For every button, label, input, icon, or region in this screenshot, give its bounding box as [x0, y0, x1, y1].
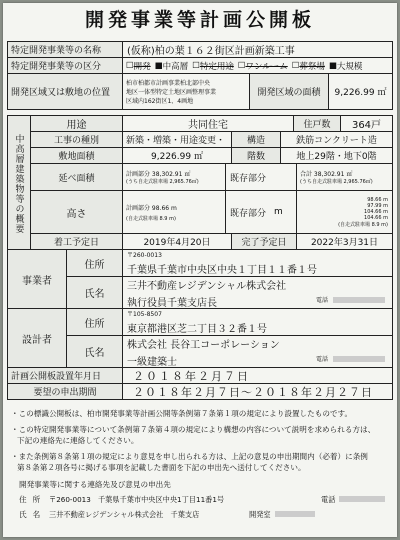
project-name-value: (仮称)柏の葉１６２街区計画新築工事	[127, 46, 295, 57]
designer-address-label-cell	[66, 308, 123, 336]
business-label: 事業者	[22, 275, 52, 287]
designer-name-label-cell	[66, 335, 123, 368]
use-value-cell	[122, 115, 294, 132]
location-line-1: 柏市柏都市計画事業柏北部中央	[126, 80, 211, 87]
business-address-label: 住所	[84, 259, 105, 271]
project-name-label-cell	[7, 41, 123, 58]
category-midrise: 中高層	[162, 61, 189, 72]
floor-area-label-cell	[30, 163, 123, 191]
disclosure-value-cell	[122, 367, 393, 384]
total-floor-note: (うち自走式駐車場 2,965.76㎡)	[300, 179, 373, 185]
end-label-cell	[231, 233, 297, 250]
project-name-label: 特定開発事業等の名称	[11, 46, 102, 56]
disclosure-board	[3, 3, 397, 537]
contact-phone-redacted	[339, 496, 385, 502]
designer-name-1: 株式会社 長谷工コーポレーション	[127, 339, 280, 351]
total-height-4: 104.66 m	[364, 214, 388, 221]
use-label-cell	[30, 115, 123, 132]
structure-value-cell	[280, 131, 393, 148]
site-label: 敷地面積	[58, 152, 95, 162]
total-height-cell	[296, 190, 393, 234]
period-label: 要望の申出期間	[33, 388, 97, 398]
period-value: ２０１８年２月７日〜２０１８年２月２７日	[133, 385, 373, 399]
category-value-cell	[122, 57, 393, 74]
plan-floor-value: 計画部分 38,302.91 ㎡	[126, 171, 191, 178]
existing-height-unit: m	[274, 207, 283, 217]
contact-address-label: 住所	[19, 495, 47, 504]
overview-side-label-cell	[7, 115, 31, 253]
category-label: 特定開発事業等の区分	[11, 62, 102, 72]
floors-label: 階数	[246, 152, 265, 162]
plan-height-note: (自走式駐車場 8.9 m)	[126, 215, 176, 222]
category-one-room: ワンルーム	[245, 61, 288, 72]
note-4: ・また条例第８条第１項の規定により意見を申し出られる方は、上記の意見の申出期間内（必着）に条例	[11, 452, 368, 461]
start-value-cell	[122, 233, 232, 250]
contact-address-value: 〒260-0013 千葉県千葉市中央区中央1丁目11番1号	[49, 495, 225, 504]
plan-floor-note: (うち自走式駐車場 2,965.76㎡)	[126, 179, 199, 185]
area-label-cell	[249, 73, 329, 110]
designer-address-cell	[122, 308, 393, 336]
note-3: 下記の連絡先に連絡してください。	[17, 436, 139, 445]
height-label-cell	[30, 190, 123, 234]
business-phone-label: 電話	[316, 297, 329, 304]
contact-phone-label: 電話	[321, 495, 336, 504]
note-5: 第８条第２項各号に掲げる事項を記載した書面を下記の申出先へ送付してください。	[17, 463, 306, 472]
location-label: 開発区域又は敷地の位置	[11, 88, 111, 98]
existing-height-cell	[225, 190, 297, 234]
disclosure-label: 計画公開板設置年月日	[11, 372, 102, 382]
note-1: ・この標識公開板は、柏市開発事業等計画公開等条例第７条第１項の規定により設置したものです。	[11, 409, 353, 418]
contact-name-value: 三井不動産レジデンシャル株式会社 千葉支店	[49, 510, 200, 519]
contact-name-label: 氏名	[19, 510, 47, 519]
existing-height-label: 既存部分	[230, 208, 267, 219]
contact-dept-label: 開発室	[249, 510, 271, 519]
location-value-cell	[122, 73, 250, 110]
designer-label: 設計者	[22, 334, 52, 346]
site-label-cell	[30, 147, 123, 164]
disclosure-value: ２０１８年２月７日	[133, 369, 250, 383]
end-label: 完了予定日	[241, 238, 287, 248]
contact-heading: 開発事業等に関する連絡先及び意見の申出先	[19, 480, 171, 489]
designer-phone-label: 電話	[316, 356, 329, 363]
category-box-checked-icon: ■	[154, 60, 163, 71]
board-title: 開発事業等計画公開板	[84, 9, 315, 31]
category-box-icon: ☐	[237, 60, 246, 71]
total-height-note: (自走式駐車場 8.9 m)	[338, 221, 388, 228]
category-box-checked-icon: ■	[328, 60, 337, 71]
designer-postal: 〒105-8507	[127, 311, 162, 318]
start-label: 着工予定日	[53, 238, 99, 248]
designer-label-cell	[7, 308, 67, 368]
category-box-icon: ☐	[126, 60, 134, 71]
start-label-cell	[30, 233, 123, 250]
business-postal: 〒260-0013	[127, 252, 162, 259]
designer-name-label: 氏名	[84, 348, 105, 359]
period-value-cell	[122, 383, 393, 400]
structure-label: 構造	[246, 136, 265, 146]
location-line-2: 地区一体型特定土地区画整理事業	[126, 89, 217, 96]
units-label-cell	[293, 115, 341, 132]
business-label-cell	[7, 249, 67, 309]
worktype-value-cell	[122, 131, 232, 148]
designer-name-2: 一級建築士	[127, 356, 177, 368]
use-label: 用途	[66, 120, 87, 131]
end-value: 2022年3月31日	[310, 238, 379, 248]
total-floor-cell	[296, 163, 393, 191]
category-funeral-hall: 葬祭場	[299, 61, 325, 72]
business-name-2: 執行役員千葉支店長	[127, 297, 217, 309]
worktype-label: 工事の種別	[53, 136, 99, 146]
structure-value: 鉄筋コンクリート造	[296, 136, 377, 146]
note-2: ・この特定開発事業等について条例第７条第４項の規定により構想の内容について説明を求められる方は、	[11, 425, 376, 434]
total-height-2: 97.99 m	[367, 202, 388, 209]
business-address-label-cell	[66, 249, 123, 277]
category-label-cell	[7, 57, 123, 74]
location-line-3: 区域内162街区1、4画地	[126, 98, 194, 105]
designer-address-label: 住所	[84, 318, 105, 330]
use-value: 共同住宅	[188, 120, 228, 131]
contact-person-redacted	[275, 511, 315, 517]
site-value: 9,226.99 ㎡	[151, 152, 203, 162]
total-floor-value: 合計 38,302.91 ㎡	[300, 171, 353, 178]
business-name-label-cell	[66, 276, 123, 309]
height-label: 高さ	[66, 208, 87, 220]
floors-label-cell	[231, 147, 281, 164]
overview-side-label: 中高層建築物等の概要	[13, 134, 24, 234]
structure-label-cell	[231, 131, 281, 148]
end-value-cell	[296, 233, 393, 250]
designer-name-cell	[122, 335, 393, 368]
existing-floor-label: 既存部分	[230, 173, 267, 184]
floors-value-cell	[280, 147, 393, 164]
business-name-1: 三井不動産レジデンシャル株式会社	[127, 280, 287, 292]
existing-floor-cell	[225, 163, 297, 191]
business-name-label: 氏名	[84, 289, 105, 300]
category-box-icon: ☐	[192, 60, 200, 71]
category-special-use: 特定用途	[199, 61, 234, 72]
business-phone-redacted	[333, 297, 385, 303]
designer-address: 東京都港区芝二丁目３２番１号	[127, 324, 267, 335]
category-large-scale: 大規模	[336, 61, 363, 72]
business-address-cell	[122, 249, 393, 277]
category-box-icon: ☐	[291, 60, 300, 71]
area-label: 開発区域の面積	[257, 88, 321, 98]
project-name-value-cell	[122, 41, 393, 58]
floors-value: 地上29階・地下0階	[296, 152, 377, 162]
location-label-cell	[7, 73, 123, 110]
total-height-3: 104.66 m	[364, 208, 388, 215]
designer-phone-redacted	[333, 356, 385, 362]
worktype-label-cell	[30, 131, 123, 148]
worktype-value: 新築・増築・用途変更・	[126, 136, 226, 146]
total-height-1: 98.66 m	[367, 196, 388, 203]
category-development: 開発	[133, 61, 151, 72]
disclosure-label-cell	[7, 367, 123, 384]
plan-height-cell	[122, 190, 226, 234]
area-value-cell	[328, 73, 393, 110]
business-name-cell	[122, 276, 393, 309]
site-value-cell	[122, 147, 232, 164]
units-value-cell	[340, 115, 393, 132]
period-label-cell	[7, 383, 123, 400]
plan-height-value: 計画部分 98.66 m	[126, 204, 177, 212]
start-value: 2019年4月20日	[143, 238, 211, 248]
units-label: 住戸数	[303, 120, 331, 130]
business-address: 千葉県千葉市中央区中央１丁目１１番１号	[127, 265, 317, 276]
units-value: 364戸	[351, 120, 382, 131]
plan-floor-cell	[122, 163, 226, 191]
area-value: 9,226.99 ㎡	[334, 88, 387, 98]
floor-area-label: 延べ面積	[58, 173, 95, 184]
